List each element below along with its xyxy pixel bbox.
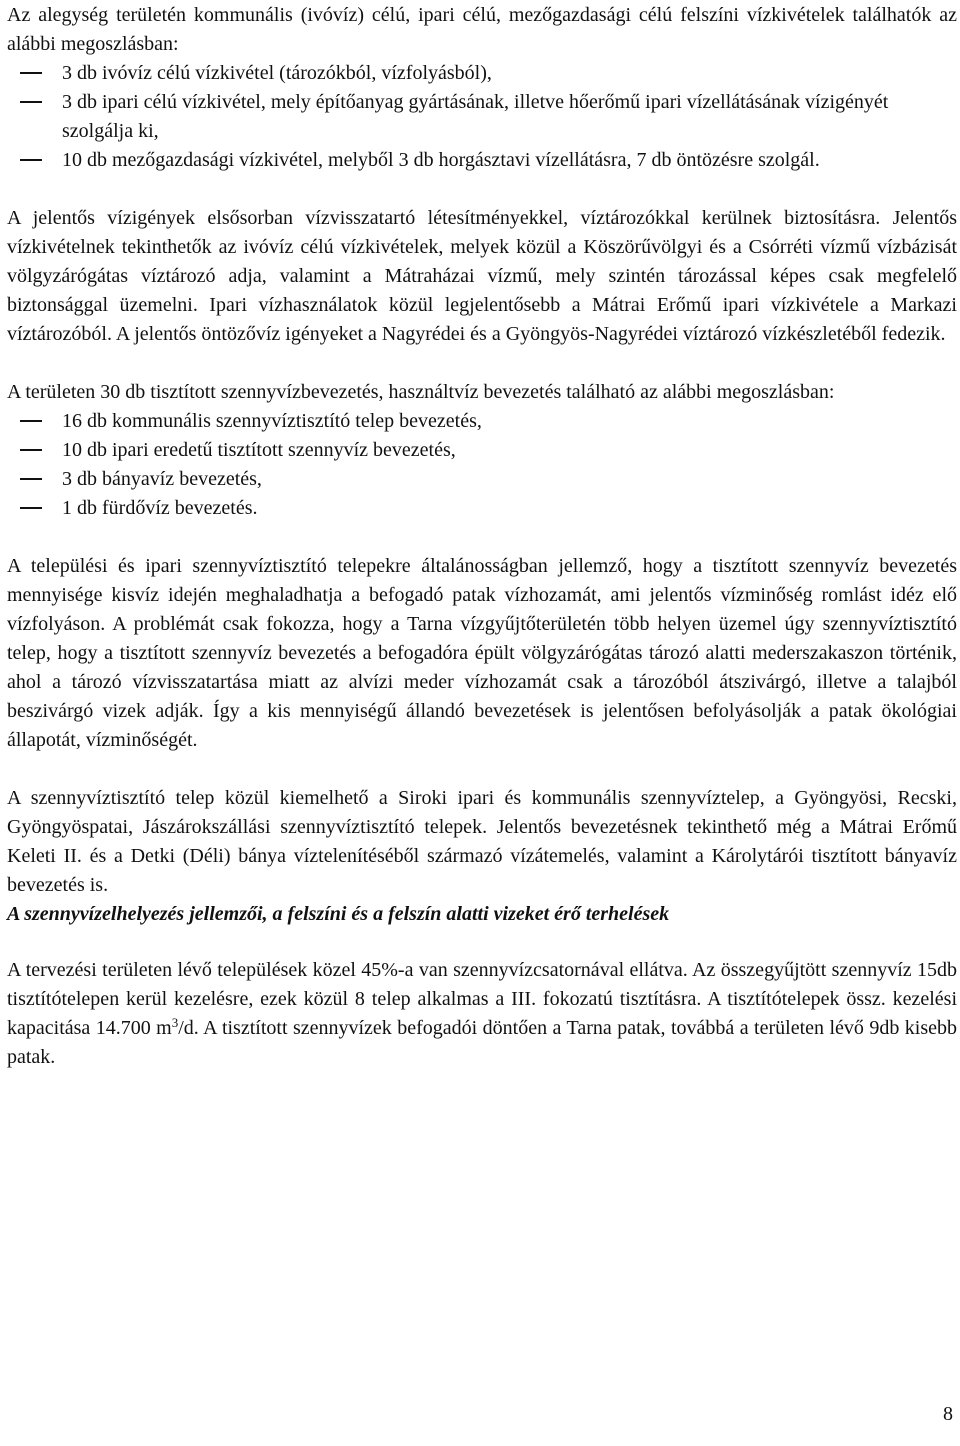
list-item: 3 db ivóvíz célú vízkivétel (tározókból, vízfolyásból),: [7, 59, 957, 88]
list-item: 10 db mezőgazdasági vízkivétel, melyből 3 db horgásztavi vízellátásra, 7 db öntözésre szolgál.: [7, 146, 957, 175]
sewerage-paragraph: A tervezési területen lévő települések közel 45%-a van szennyvízcsatornával ellátva. Az összegyűjtött szennyvíz 15db tisztítótelepen kerül kezelésre, ezek közül 8 telep alkalmas a III. fokozatú tisztításra. A tisztítótelepek össz. kezelési kapacitása 14.700 $m^3/d$. A tisztított szennyvízek befogadói döntően a Tarna patak, továbbá a területen lévő 9db kisebb patak.: [7, 959, 957, 1068]
wastewater-intro-paragraph: A területen 30 db tisztított szennyvízbevezetés, használtvíz bevezetés található az alábbi megoszlásban:: [7, 381, 835, 403]
wastewater-discharge-list: [7, 407, 957, 523]
list-item: 10 db ipari eredetű tisztított szennyvíz bevezetés,: [7, 436, 957, 465]
dash-bullet-icon: [20, 159, 42, 161]
section-heading: A szennyvízelhelyezés jellemzői, a felszíni és a felszín alatti vizeket érő terhelések: [7, 903, 670, 925]
treatment-plants-paragraph: A települési és ipari szennyvíztisztító telepekre általánosságban jellemző, hogy a tisztított szennyvíz bevezetés mennyisége kisvíz idején meghaladhatja a befogadó patak vízhozamát, ami jelentős vízminőség romlást idéz elő vízfolyáson. A problémát csak fokozza, hogy a Tarna vízgyűjtőterületén több helyen üzemel úgy szennyvíztisztító telep, hogy a tisztított szennyvíz bevezetés a befogadóra épült völgyzárógátas tározó alatti mederszakaszon történik, ahol a tározó vízvisszatartása miatt az alvízi meder vízhozamát csak a tározóból átszivárgó, illetve a talajból beszivárgó vizek adják. Így a kis mennyiségű állandó bevezetések is jelentősen befolyásolják a patak ökológiai állapotát, vízminőségét.: [7, 555, 957, 751]
dash-bullet-icon: [20, 101, 42, 103]
dash-bullet-icon: [20, 478, 42, 480]
dash-bullet-icon: [20, 420, 42, 422]
list-item: 16 db kommunális szennyvíztisztító telep bevezetés,: [7, 407, 957, 436]
intro-paragraph: Az alegység területén kommunális (ivóvíz) célú, ipari célú, mezőgazdasági célú felszíni vízkivételek találhatók az alábbi megoszlásban:: [7, 4, 957, 55]
water-demand-paragraph: A jelentős vízigények elsősorban vízvisszatartó létesítményekkel, víztározókkal kerülnek biztosításra. Jelentős vízkivételnek tekinthetők az ivóvíz célú vízkivételek, melyek közül a Köszörűvölgyi és a Csórréti vízmű vízbázisát völgyzárógátas víztározó adja, valamint a Mátraházai vízmű, mely szintén tározással képes csak megfelelő biztonsággal üzemelni. Ipari vízhasználatok közül legjelentősebb a Mátrai Erőmű ipari vízkivétele a Markazi víztározóból. A jelentős öntözővíz igényeket a Nagyrédei és a Gyöngyös-Nagyrédei víztározó vízkészletéből fedezik.: [7, 207, 957, 345]
notable-plants-paragraph: A szennyvíztisztító telep közül kiemelhető a Siroki ipari és kommunális szennyvíztelep, a Gyöngyösi, Recski, Gyöngyöspatai, Jászárokszállási szennyvíztisztító telepek. Jelentős bevezetésnek tekinthető még a Mátrai Erőmű Keleti II. és a Detki (Déli) bánya víztelenítéséből származó vízátemelés, valamint a Károlytárói tisztított bányavíz bevezetés is.: [7, 787, 957, 896]
list-item: 3 db bányavíz bevezetés,: [7, 465, 957, 494]
document-page: [7, 0, 957, 1072]
dash-bullet-icon: [20, 449, 42, 451]
page-number: 8: [943, 1403, 953, 1425]
list-item: 1 db fürdővíz bevezetés.: [7, 494, 957, 523]
superscript-exponent: 3: [171, 1015, 179, 1030]
water-abstraction-list: [7, 59, 957, 175]
dash-bullet-icon: [20, 507, 42, 509]
list-item: 3 db ipari célú vízkivétel, mely építőanyag gyártásának, illetve hőerőmű ipari vízellátásának vízigényét szolgálja ki,: [7, 88, 957, 146]
dash-bullet-icon: [20, 72, 42, 74]
